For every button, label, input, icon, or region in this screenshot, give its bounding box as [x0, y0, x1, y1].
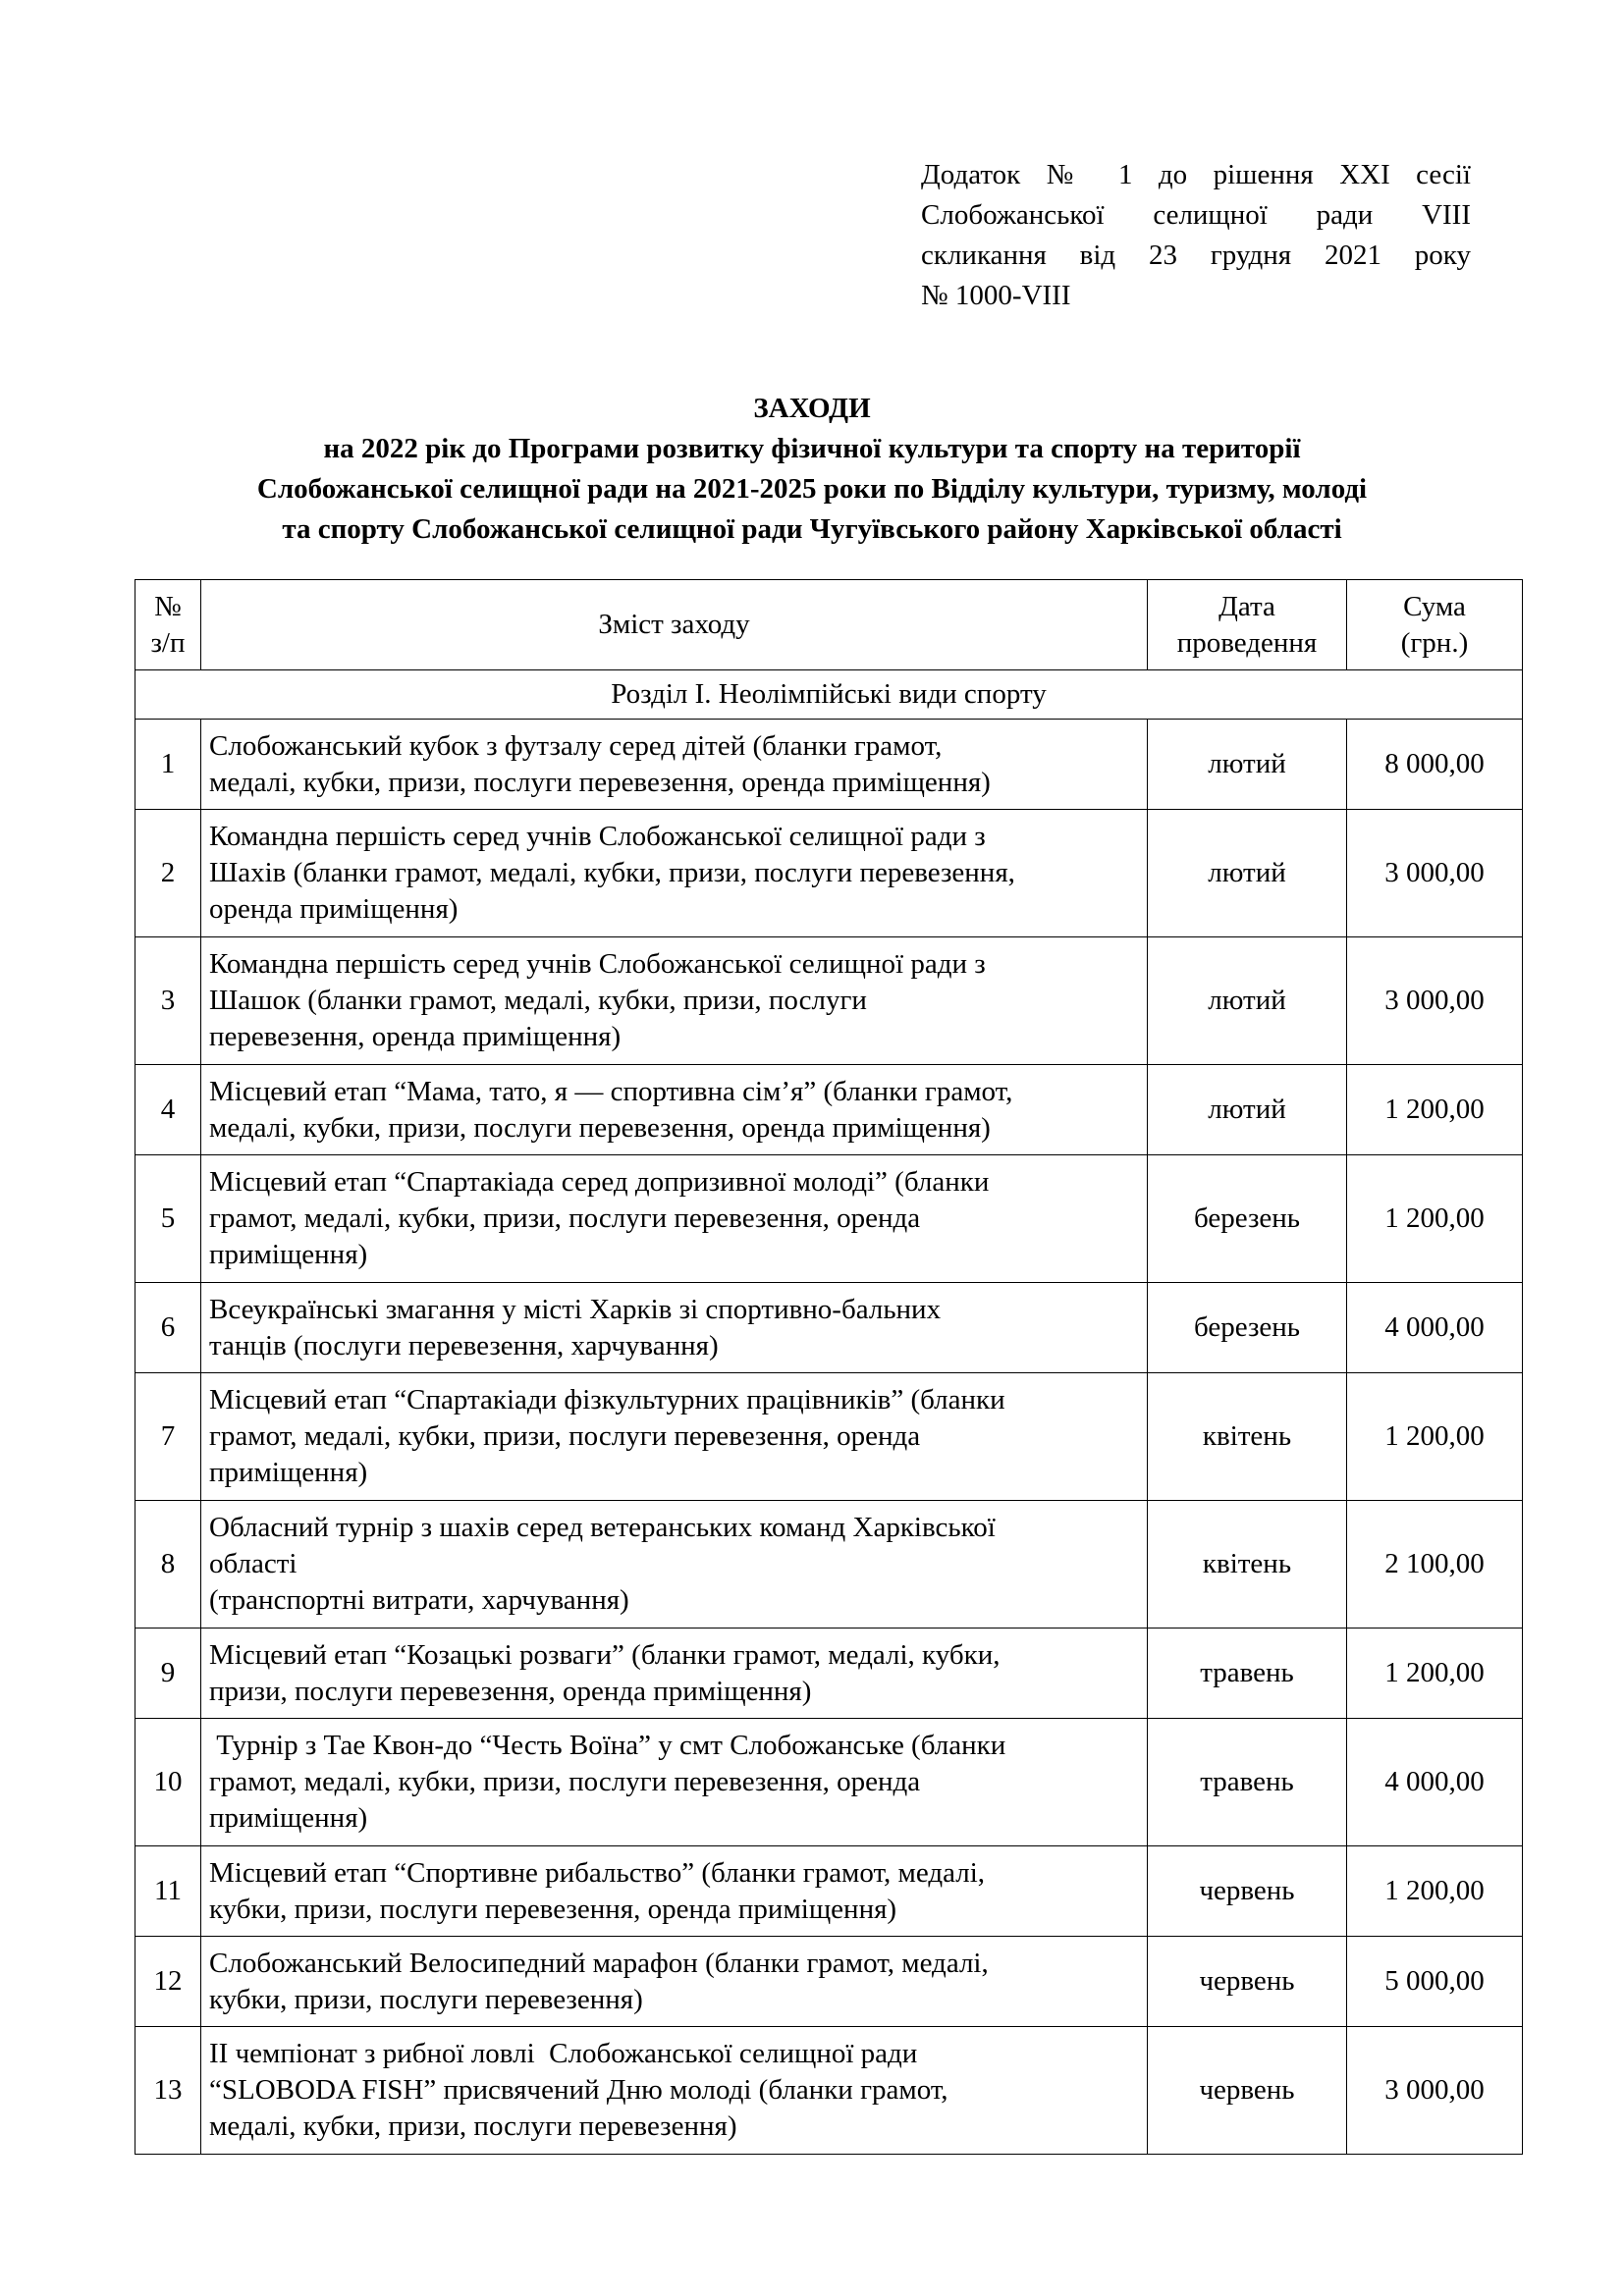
row-description-line: Обласний турнір з шахів серед ветеранських команд Харківської — [209, 1512, 996, 1543]
row-description-line: Всеукраїнські змагання у місті Харків зі спортивно-бальних — [209, 1293, 942, 1325]
row-sum: 3 000,00 — [1347, 937, 1523, 1065]
annex-line: скликання від 23 грудня 2021 року — [921, 240, 1471, 271]
header-number-line: № — [154, 590, 182, 622]
row-sum: 8 000,00 — [1347, 720, 1523, 810]
header-number-line: з/п — [150, 626, 186, 659]
row-date: квітень — [1148, 1501, 1347, 1629]
annex-note — [921, 155, 1471, 316]
row-number: 3 — [135, 937, 201, 1065]
row-number: 7 — [135, 1373, 201, 1501]
row-description-line: грамот, медалі, кубки, призи, послуги перевезення, оренда — [209, 1202, 921, 1234]
row-number: 10 — [135, 1719, 201, 1846]
row-description — [201, 1719, 1148, 1846]
row-date: червень — [1148, 2027, 1347, 2155]
row-description-line: Місцевий етап “Спартакіада серед допризивної молоді” (бланки — [209, 1166, 990, 1198]
row-description — [201, 1846, 1148, 1937]
row-description — [201, 2027, 1148, 2155]
row-description — [201, 1283, 1148, 1373]
row-description-line: Місцевий етап “Спортивне рибальство” (бланки грамот, медалі, — [209, 1856, 986, 1889]
row-description-line: медалі, кубки, призи, послуги перевезення, оренда приміщення) — [209, 1111, 991, 1144]
table-row — [135, 1283, 1523, 1373]
row-number: 1 — [135, 720, 201, 810]
row-description — [201, 1501, 1148, 1629]
row-description-line: Командна першість серед учнів Слобожанської селищної ради з — [209, 821, 986, 852]
title-line: та спорту Слобожанської селищної ради Чугуївського району Харківської області — [282, 513, 1342, 545]
row-date: березень — [1148, 1283, 1347, 1373]
header-sum-line: Сума — [1403, 590, 1466, 622]
row-sum: 4 000,00 — [1347, 1719, 1523, 1846]
row-number: 11 — [135, 1846, 201, 1937]
section-title: Розділ І. Неолімпійські види спорту — [135, 670, 1523, 720]
row-sum: 4 000,00 — [1347, 1283, 1523, 1373]
row-date: березень — [1148, 1155, 1347, 1283]
row-description-line: Турнір з Тае Квон-до “Честь Воїна” у смт Слобожанське (бланки — [209, 1730, 1006, 1761]
row-description-line: області — [209, 1548, 298, 1579]
row-date: травень — [1148, 1719, 1347, 1846]
row-description-line: приміщення) — [209, 1802, 368, 1834]
row-description — [201, 720, 1148, 810]
row-date: червень — [1148, 1846, 1347, 1937]
row-number: 9 — [135, 1629, 201, 1719]
row-sum: 1 200,00 — [1347, 1065, 1523, 1155]
title-line: на 2022 рік до Програми розвитку фізичної культури та спорту на території — [323, 433, 1301, 464]
row-description — [201, 1155, 1148, 1283]
row-description-line: (транспортні витрати, харчування) — [209, 1584, 629, 1616]
row-description-line: медалі, кубки, призи, послуги перевезення) — [209, 2110, 737, 2142]
row-description-line: Слобожанський кубок з футзалу серед дітей (бланки грамот, — [209, 729, 943, 762]
row-sum: 5 000,00 — [1347, 1937, 1523, 2027]
row-description-line: Шашок (бланки грамот, медалі, кубки, призи, послуги — [209, 985, 867, 1016]
row-number: 2 — [135, 810, 201, 937]
row-description — [201, 1629, 1148, 1719]
row-description-line: ІІ чемпіонат з рибної ловлі Слобожанської селищної ради — [209, 2038, 918, 2069]
row-number: 13 — [135, 2027, 201, 2155]
row-date: травень — [1148, 1629, 1347, 1719]
section-row — [135, 670, 1523, 720]
row-description — [201, 1065, 1148, 1155]
row-date: червень — [1148, 1937, 1347, 2027]
row-description-line: Місцевий етап “Мама, тато, я — спортивна сім’я” (бланки грамот, — [209, 1075, 1013, 1107]
row-description-line: приміщення) — [209, 1239, 368, 1270]
table-header-row — [135, 580, 1523, 670]
row-sum: 1 200,00 — [1347, 1846, 1523, 1937]
row-date: лютий — [1148, 1065, 1347, 1155]
row-date: лютий — [1148, 720, 1347, 810]
row-description-line: Шахів (бланки грамот, медалі, кубки, призи, послуги перевезення, — [209, 857, 1015, 888]
row-sum: 2 100,00 — [1347, 1501, 1523, 1629]
row-description-line: призи, послуги перевезення, оренда приміщення) — [209, 1675, 812, 1707]
annex-line: № 1000-VIII — [921, 280, 1071, 311]
row-description-line: “SLOBODA FISH” присвячений Дню молоді (бланки грамот, — [209, 2074, 948, 2106]
table-row — [135, 1155, 1523, 1283]
row-date: лютий — [1148, 937, 1347, 1065]
table-row — [135, 1937, 1523, 2027]
header-date-line: Дата — [1218, 590, 1275, 622]
table-row — [135, 2027, 1523, 2155]
header-date — [1148, 580, 1347, 670]
row-description — [201, 1373, 1148, 1501]
title-line: ЗАХОДИ — [753, 393, 871, 424]
table-row — [135, 1719, 1523, 1846]
table-row — [135, 720, 1523, 810]
row-description-line: оренда приміщення) — [209, 893, 459, 925]
row-description-line: кубки, призи, послуги перевезення) — [209, 1983, 643, 2015]
row-description-line: Місцевий етап “Спартакіади фізкультурних працівників” (бланки — [209, 1384, 1005, 1415]
row-description-line: Слобожанський Велосипедний марафон (бланки грамот, медалі, — [209, 1947, 989, 1979]
row-number: 8 — [135, 1501, 201, 1629]
row-description-line: грамот, медалі, кубки, призи, послуги перевезення, оренда — [209, 1766, 921, 1797]
row-sum: 1 200,00 — [1347, 1373, 1523, 1501]
row-description-line: приміщення) — [209, 1457, 368, 1488]
table-row — [135, 1501, 1523, 1629]
table-row — [135, 1065, 1523, 1155]
title-line: Слобожанської селищної ради на 2021-2025 роки по Відділу культури, туризму, молоді — [256, 473, 1368, 505]
row-description-line: грамот, медалі, кубки, призи, послуги перевезення, оренда — [209, 1420, 921, 1452]
row-sum: 1 200,00 — [1347, 1155, 1523, 1283]
row-description — [201, 810, 1148, 937]
table-row — [135, 1846, 1523, 1937]
header-number — [135, 580, 201, 670]
header-content: Зміст заходу — [201, 580, 1148, 670]
table-row — [135, 1629, 1523, 1719]
row-description-line: перевезення, оренда приміщення) — [209, 1021, 622, 1052]
row-description-line: танців (послуги перевезення, харчування) — [209, 1329, 719, 1362]
header-sum-line: (грн.) — [1400, 626, 1469, 659]
row-number: 4 — [135, 1065, 201, 1155]
table-row — [135, 810, 1523, 937]
row-description-line: Місцевий етап “Козацькі розваги” (бланки грамот, медалі, кубки, — [209, 1638, 1001, 1671]
header-date-line: проведення — [1176, 626, 1318, 659]
row-description-line: медалі, кубки, призи, послуги перевезення, оренда приміщення) — [209, 766, 991, 798]
row-sum: 3 000,00 — [1347, 2027, 1523, 2155]
row-description — [201, 1937, 1148, 2027]
row-sum: 3 000,00 — [1347, 810, 1523, 937]
annex-line: Додаток № 1 до рішення XXI сесії — [921, 159, 1471, 190]
row-date: квітень — [1148, 1373, 1347, 1501]
row-description — [201, 937, 1148, 1065]
table-row — [135, 937, 1523, 1065]
row-date: лютий — [1148, 810, 1347, 937]
events-table — [135, 579, 1523, 2155]
row-number: 5 — [135, 1155, 201, 1283]
row-sum: 1 200,00 — [1347, 1629, 1523, 1719]
annex-line: Слобожанської селищної ради VIII — [921, 199, 1471, 231]
header-sum — [1347, 580, 1523, 670]
row-description-line: кубки, призи, послуги перевезення, оренда приміщення) — [209, 1893, 897, 1925]
row-description-line: Командна першість серед учнів Слобожанської селищної ради з — [209, 948, 986, 980]
row-number: 6 — [135, 1283, 201, 1373]
document-title — [118, 389, 1506, 550]
table-row — [135, 1373, 1523, 1501]
row-number: 12 — [135, 1937, 201, 2027]
